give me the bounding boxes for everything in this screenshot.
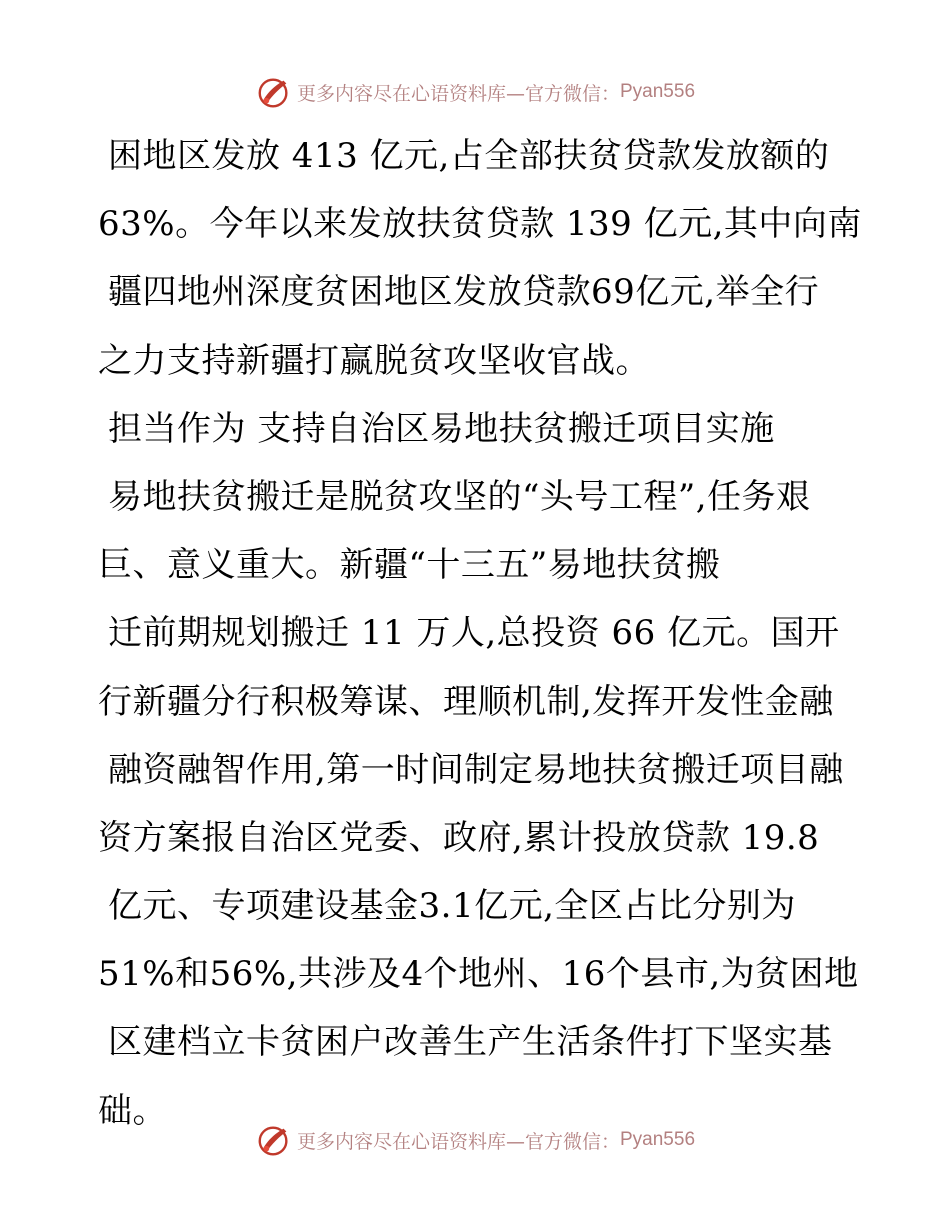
- watermark-handle: Pyan556: [620, 81, 696, 102]
- text-line: 融资融智作用,第一时间制定易地扶贫搬迁项目融: [108, 749, 844, 790]
- text-line: 巨、意义重大。新疆“十三五”易地扶贫搬: [98, 545, 721, 586]
- text-line: 础。: [98, 1090, 167, 1131]
- text-line: 迁前期规划搬迁 11 万人,总投资 66 亿元。国开: [108, 613, 840, 654]
- text-line: 亿元、专项建设基金3.1亿元,全区占比分别为: [108, 886, 796, 927]
- text-line: 行新疆分行积极筹谋、理顺机制,发挥开发性金融: [98, 681, 834, 722]
- watermark-text: 更多内容尽在心语资料库—官方微信：: [296, 82, 620, 105]
- watermark-text: 更多内容尽在心语资料库—官方微信：: [296, 1130, 620, 1153]
- watermark-header: [0, 72, 950, 112]
- text-line: 资方案报自治区党委、政府,累计投放贷款 19.8: [98, 817, 820, 858]
- text-line: 担当作为 支持自治区易地扶贫搬迁项目实施: [108, 408, 775, 449]
- text-line: 易地扶贫搬迁是脱贫攻坚的“头号工程”,任务艰: [108, 476, 811, 517]
- watermark-handle: Pyan556: [620, 1129, 696, 1150]
- document-body: [98, 122, 862, 1145]
- brush-logo-icon: [255, 1121, 293, 1159]
- text-line: 疆四地州深度贫困地区发放贷款69亿元,举全行: [108, 272, 820, 313]
- text-line: 63%。今年以来发放扶贫贷款 139 亿元,其中向南: [98, 204, 862, 245]
- text-line: 之力支持新疆打赢脱贫攻坚收官战。: [98, 340, 650, 381]
- brush-logo-icon: [255, 73, 293, 111]
- watermark-footer: [0, 1120, 950, 1160]
- text-line: 区建档立卡贫困户改善生产生活条件打下坚实基: [108, 1022, 833, 1063]
- text-line: 51%和56%,共涉及4个地州、16个县市,为贫困地: [98, 954, 859, 995]
- text-line: 困地区发放 413 亿元,占全部扶贫贷款发放额的: [108, 136, 830, 176]
